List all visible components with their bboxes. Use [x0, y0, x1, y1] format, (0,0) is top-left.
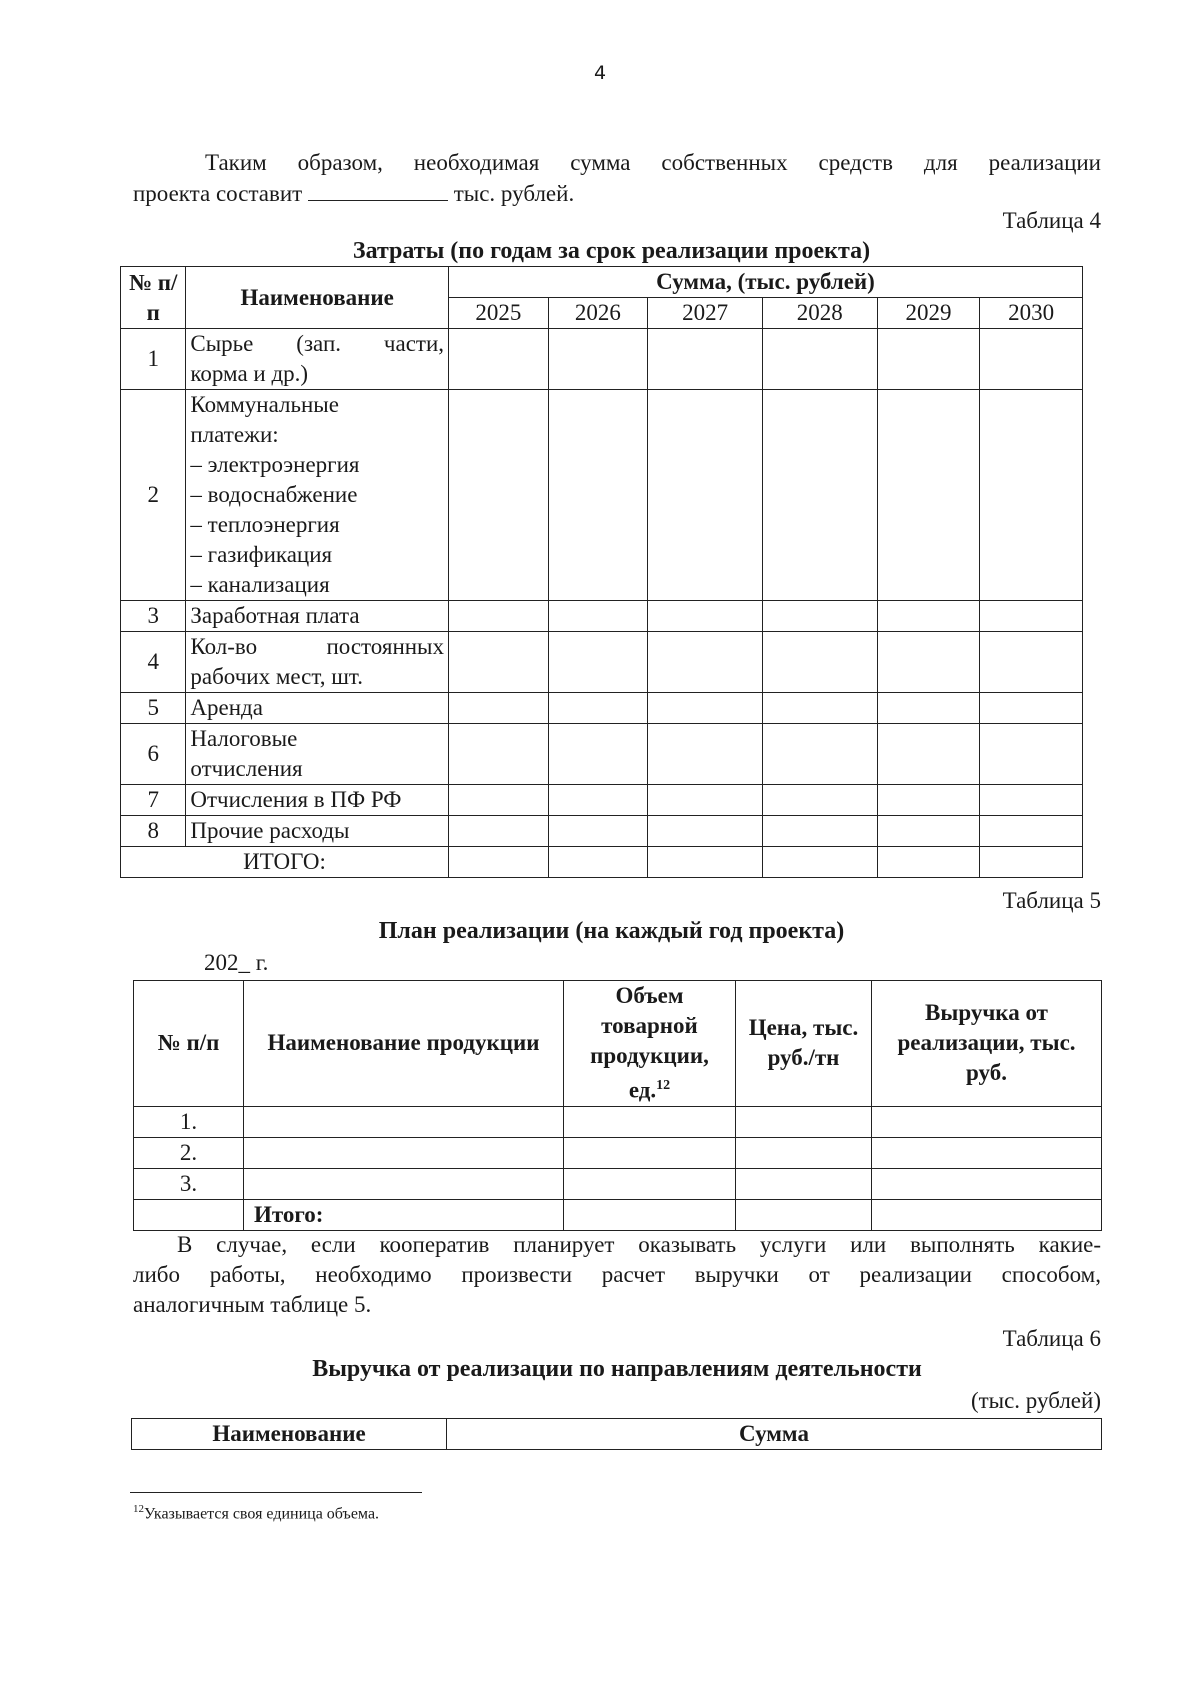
value-cell: [877, 632, 980, 693]
table-row: [134, 1137, 1102, 1168]
row-name-line: отчисления: [190, 756, 303, 781]
row-name-line: платежи:: [190, 422, 279, 447]
value-cell: [449, 724, 549, 785]
intro-paragraph: [133, 148, 1101, 209]
total-row: [121, 847, 1083, 878]
value-cell: [980, 847, 1083, 878]
table5-year-label: 202_ г.: [204, 950, 269, 975]
value-cell: [980, 724, 1083, 785]
value-cell: [449, 390, 549, 601]
value-cell: [648, 601, 763, 632]
intro-line-1: Таким образом, необходимая сумма собственных средств для реализации: [205, 150, 1101, 175]
row-number: 1.: [134, 1106, 244, 1137]
value-cell: [762, 632, 877, 693]
row-name: [186, 601, 449, 632]
value-cell: [762, 847, 877, 878]
value-cell: [548, 390, 648, 601]
row-name-line: рабочих мест, шт.: [190, 664, 363, 689]
value-cell: [648, 847, 763, 878]
row-name: [186, 329, 449, 390]
value-cell: [736, 1199, 872, 1230]
row-name: [186, 785, 449, 816]
value-cell: [980, 390, 1083, 601]
value-cell: [449, 329, 549, 390]
table-row: [121, 816, 1083, 847]
table6-caption: Таблица 6: [1002, 1326, 1101, 1351]
value-cell: [564, 1199, 736, 1230]
table6-units: (тыс. рублей): [970, 1388, 1101, 1413]
row-name-line: Заработная плата: [190, 603, 360, 628]
footnote-mark: 12: [133, 1503, 144, 1515]
value-cell: [762, 601, 877, 632]
table5-header-volume-text: Объем товарной продукции, ед.: [590, 983, 709, 1103]
row-name: [186, 816, 449, 847]
value-cell: [449, 601, 549, 632]
value-cell: [877, 724, 980, 785]
row-name: [186, 724, 449, 785]
row-name-line: – электроэнергия: [190, 452, 360, 477]
value-cell: [648, 390, 763, 601]
value-cell: [449, 816, 549, 847]
table-row: [121, 390, 1083, 601]
table5-header-price: Цена, тыс. руб./тн: [736, 981, 872, 1107]
intro-line-2-suffix: тыс. рублей.: [453, 181, 575, 206]
value-cell: [736, 1168, 872, 1199]
table-row: [121, 329, 1083, 390]
value-cell: [449, 785, 549, 816]
intro-line-2: [133, 178, 1101, 209]
table-row: [121, 785, 1083, 816]
footnote-divider: [130, 1492, 422, 1493]
value-cell: [449, 693, 549, 724]
row-name: [186, 390, 449, 601]
costs-table: [120, 266, 1083, 878]
table-row: [121, 601, 1083, 632]
row-name: [186, 632, 449, 693]
row-number: 7: [121, 785, 186, 816]
value-cell: [564, 1137, 736, 1168]
value-cell: [548, 329, 648, 390]
row-number: 8: [121, 816, 186, 847]
table5-header-volume: [564, 981, 736, 1107]
value-cell: [648, 329, 763, 390]
row-number: 3.: [134, 1168, 244, 1199]
value-cell: [980, 329, 1083, 390]
table4-header-sum: Сумма, (тыс. рублей): [449, 267, 1083, 298]
value-cell: [648, 816, 763, 847]
table5-header-num: № п/п: [134, 981, 244, 1107]
value-cell: [762, 724, 877, 785]
services-paragraph: [133, 1230, 1101, 1320]
row-name-line: Отчисления в ПФ РФ: [190, 787, 402, 812]
row-name-line: – теплоэнергия: [190, 512, 340, 537]
row-name-line: Аренда: [190, 695, 263, 720]
row-name-line: – канализация: [190, 572, 330, 597]
row-name-line: – водоснабжение: [190, 482, 358, 507]
table5-caption: Таблица 5: [1002, 888, 1101, 913]
table6-header-sum: Сумма: [447, 1419, 1102, 1450]
paragraph-line: В случае, если кооператив планирует оказывать услуги или выполнять какие-: [177, 1232, 1101, 1257]
row-number: 5: [121, 693, 186, 724]
table4-year-header: 2029: [877, 298, 980, 329]
value-cell: [648, 724, 763, 785]
value-cell: [762, 329, 877, 390]
value-cell: [877, 693, 980, 724]
value-cell: [548, 724, 648, 785]
row-name-line: Налоговые: [190, 726, 298, 751]
value-cell: [980, 693, 1083, 724]
table4-header-name: Наименование: [186, 267, 449, 329]
table5-header-name: Наименование продукции: [244, 981, 564, 1107]
intro-line-2-prefix: проекта составит: [133, 181, 303, 206]
total-label: Итого:: [244, 1199, 564, 1230]
table4-title: Затраты (по годам за срок реализации проекта): [352, 238, 871, 264]
table6-title: Выручка от реализации по направлениям деятельности: [312, 1356, 922, 1382]
table-row: [134, 1106, 1102, 1137]
table4-year-header: 2026: [548, 298, 648, 329]
table5-title: План реализации (на каждый год проекта): [378, 918, 845, 944]
row-number: 2.: [134, 1137, 244, 1168]
value-cell: [449, 847, 549, 878]
value-cell: [872, 1199, 1102, 1230]
value-cell: [564, 1106, 736, 1137]
value-cell: [872, 1168, 1102, 1199]
value-cell: [648, 632, 763, 693]
row-name-line: – газификация: [190, 542, 333, 567]
value-cell: [134, 1199, 244, 1230]
value-cell: [548, 816, 648, 847]
value-cell: [762, 693, 877, 724]
row-name-line: корма и др.): [190, 361, 309, 386]
paragraph-line: либо работы, необходимо произвести расчет выручки от реализации способом,: [133, 1262, 1101, 1287]
value-cell: [877, 329, 980, 390]
value-cell: [877, 601, 980, 632]
value-cell: [548, 785, 648, 816]
value-cell: [762, 816, 877, 847]
page-number: 4: [593, 62, 607, 84]
value-cell: [877, 390, 980, 601]
value-cell: [872, 1137, 1102, 1168]
table-row: [121, 632, 1083, 693]
table4-header-num: № п/п: [121, 267, 186, 329]
total-label: ИТОГО:: [121, 847, 449, 878]
value-cell: [877, 816, 980, 847]
value-cell: [244, 1106, 564, 1137]
value-cell: [548, 847, 648, 878]
value-cell: [872, 1106, 1102, 1137]
total-row: [134, 1199, 1102, 1230]
value-cell: [548, 693, 648, 724]
footnote-ref: 12: [656, 1078, 671, 1093]
row-name: [186, 693, 449, 724]
value-cell: [548, 601, 648, 632]
row-number: 2: [121, 390, 186, 601]
revenue-by-activity-table: [131, 1418, 1102, 1450]
value-cell: [648, 693, 763, 724]
value-cell: [548, 632, 648, 693]
value-cell: [980, 816, 1083, 847]
footnote: [133, 1503, 379, 1523]
table4-year-header: 2027: [648, 298, 763, 329]
sales-plan-table: [133, 980, 1102, 1231]
row-number: 1: [121, 329, 186, 390]
value-cell: [877, 785, 980, 816]
value-cell: [762, 390, 877, 601]
value-cell: [648, 785, 763, 816]
row-name-line: Кол-во постоянных: [190, 634, 445, 659]
value-cell: [980, 601, 1083, 632]
row-name-line: Прочие расходы: [190, 818, 350, 843]
footnote-text: Указывается своя единица объема.: [144, 1505, 380, 1523]
table-row: [121, 724, 1083, 785]
value-cell: [877, 847, 980, 878]
row-number: 3: [121, 601, 186, 632]
value-cell: [736, 1137, 872, 1168]
value-cell: [736, 1106, 872, 1137]
value-cell: [244, 1137, 564, 1168]
paragraph-line: аналогичным таблице 5.: [133, 1292, 372, 1317]
value-cell: [244, 1168, 564, 1199]
value-cell: [980, 785, 1083, 816]
table6-header-name: Наименование: [132, 1419, 447, 1450]
value-cell: [449, 632, 549, 693]
table4-year-header: 2030: [980, 298, 1083, 329]
table-row: [134, 1168, 1102, 1199]
table-row: [121, 693, 1083, 724]
row-name-line: Сырье (зап. части,: [190, 331, 445, 356]
table4-caption: Таблица 4: [1002, 208, 1101, 233]
row-name-line: Коммунальные: [190, 392, 339, 417]
table5-header-revenue: Выручка от реализации, тыс. руб.: [872, 981, 1102, 1107]
row-number: 4: [121, 632, 186, 693]
table4-year-header: 2028: [762, 298, 877, 329]
row-number: 6: [121, 724, 186, 785]
value-cell: [980, 632, 1083, 693]
table4-year-header: 2025: [449, 298, 549, 329]
value-cell: [762, 785, 877, 816]
value-cell: [564, 1168, 736, 1199]
amount-blank-line: [308, 178, 448, 201]
